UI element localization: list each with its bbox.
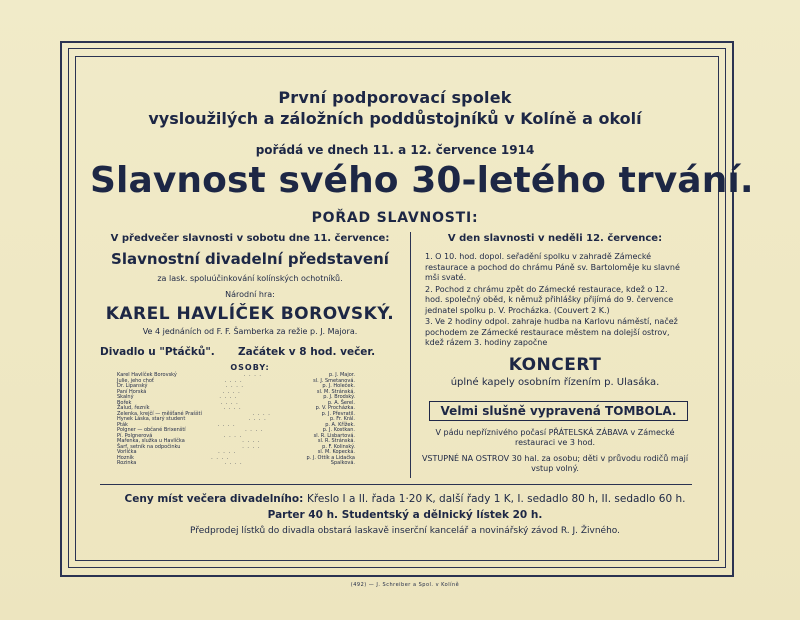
cast-row: Polgner — občané Brixenští . . . . p. J. Kostkan. <box>117 427 355 433</box>
cast-row: Žalud, řezník . . . . p. V. Procházka. <box>117 405 355 411</box>
start-time: Začátek v 8 hod. večer. <box>238 346 376 358</box>
tombola-box <box>429 401 688 421</box>
event-date: pořádá ve dnech 11. a 12. července 1914 <box>255 143 535 157</box>
column-divider <box>410 232 411 478</box>
play-credit: Ve 4 jednáních od F. F. Šamberka za režie p. J. Majora. <box>142 327 358 336</box>
cast-list <box>117 373 355 467</box>
printer-note: (492) — J. Schreiber a Spol. v Kolíně <box>350 582 460 588</box>
footer-rule <box>100 484 692 485</box>
weather-note: V pádu nepříznivého počasí PŘÁTELSKÁ ZÁBAVA v Zámecké restauraci ve 3 hod. <box>435 428 675 447</box>
program-list <box>425 252 680 350</box>
cast-row: Karel Havlíček Borovský . . . . p. J. Major. <box>117 372 355 378</box>
presale-note: Předprodej lístků do divadla obstará laskavě inserční kancelář a novinářský závod R. J. Živného. <box>189 526 621 536</box>
org-line-1: První podporovací spolek <box>278 88 512 107</box>
cast-row: Mařenka, služka u Havlíčka . . . . sl. R. Stránská. <box>117 438 355 444</box>
cast-row: Šarf, setník na odpočinku . . . . p. F. Kolinský. <box>117 443 355 450</box>
program-item-1: 1. O 10. hod. dopol. seřadění spolku v zahradě Zámecké restaurace a pochod do chrámu Páně sv. Bartoloměje ku slavné mši svaté. <box>425 252 680 282</box>
theatre-name: Divadlo u "Ptáčků". <box>100 346 215 358</box>
performance-note: za lask. spoluúčinkování kolínských ochotníků. <box>157 274 343 283</box>
cast-row: Rozinka . . . . Spalková. <box>117 460 355 466</box>
price-line-1: Ceny míst večera divadelního: Křeslo I a II. řada 1·20 K, další řady 1 K, I. sedadlo 80 h, II. sedadlo 60 h. <box>124 493 686 505</box>
cast-row: Pí. Polgnerová . . . . sl. R. Lisbartová. <box>117 432 355 439</box>
event-title: Slavnost svého 30-letého trvání. <box>90 160 754 201</box>
tombola-text: Velmi slušně vypravená TOMBOLA. <box>440 404 677 418</box>
national-play-label: Národní hra: <box>225 290 275 299</box>
cast-row: Hynek Láska, starý student . . . . p. Fr. Král. <box>117 416 355 422</box>
price-line-2: Parter 40 h. Studentský a dělnický lístek 20 h. <box>267 509 543 521</box>
cast-row: Zelenka, krejčí — měšťané Prašští . . . . p. J. Převratil. <box>117 410 355 417</box>
play-title: KAREL HAVLÍČEK BOROVSKÝ. <box>105 304 395 324</box>
program-item-3: 3. Ve 2 hodiny odpol. zahraje hudba na Karlovu náměstí, načež pochodem ze Zámecké restaurace městem na dolejší ostrov, kdež rázem 3. hodiny započne <box>425 317 678 347</box>
entry-note: VSTUPNÉ NA OSTROV 30 hal. za osobu; děti v průvodu rodičů mají vstup volný. <box>421 454 689 473</box>
concert-note: úplné kapely osobním řízením p. Ulasáka. <box>450 377 660 388</box>
cast-row: Hozník . . . . p. J. Ottík a Lidačka <box>117 454 355 461</box>
eve-heading: V předvečer slavnosti v sobotu dne 11. července: <box>110 233 390 244</box>
day-heading: V den slavnosti v neděli 12. července: <box>447 233 663 244</box>
cast-heading: OSOBY: <box>230 363 270 372</box>
cast-row: Dr. Lipanský . . . . p. J. Holeček. <box>117 383 355 389</box>
cast-row: Vorlíčka . . . . sl. M. Kopecká. <box>117 449 355 455</box>
cast-row: Skalný . . . . p. J. Brodský. <box>117 394 355 400</box>
performance-title: Slavnostní divadelní představení <box>111 250 389 268</box>
org-line-2: vysloužilých a záložních poddůstojníků v Kolíně a okolí <box>148 109 642 128</box>
program-item-2: 2. Pochod z chrámu zpět do Zámecké restaurace, kdež o 12. hod. společný oběd, k němuž přihlášky přijímá do 9. července jednatel spolku p. V. Procházka. (Couvert 2 K.) <box>425 284 674 315</box>
program-heading: POŘAD SLAVNOSTI: <box>311 210 479 226</box>
cast-row: Paní Horská . . . . sl. M. Stránská. <box>117 388 355 395</box>
cast-row: Julie, jeho choť . . . . sl. J. Smetanová. <box>117 377 355 384</box>
cast-row: Bořek . . . . p. A. Šerel. <box>117 399 355 406</box>
concert-title: KONCERT <box>508 355 602 375</box>
cast-row: Pták . . . . p. A. Křížek. <box>117 421 355 428</box>
